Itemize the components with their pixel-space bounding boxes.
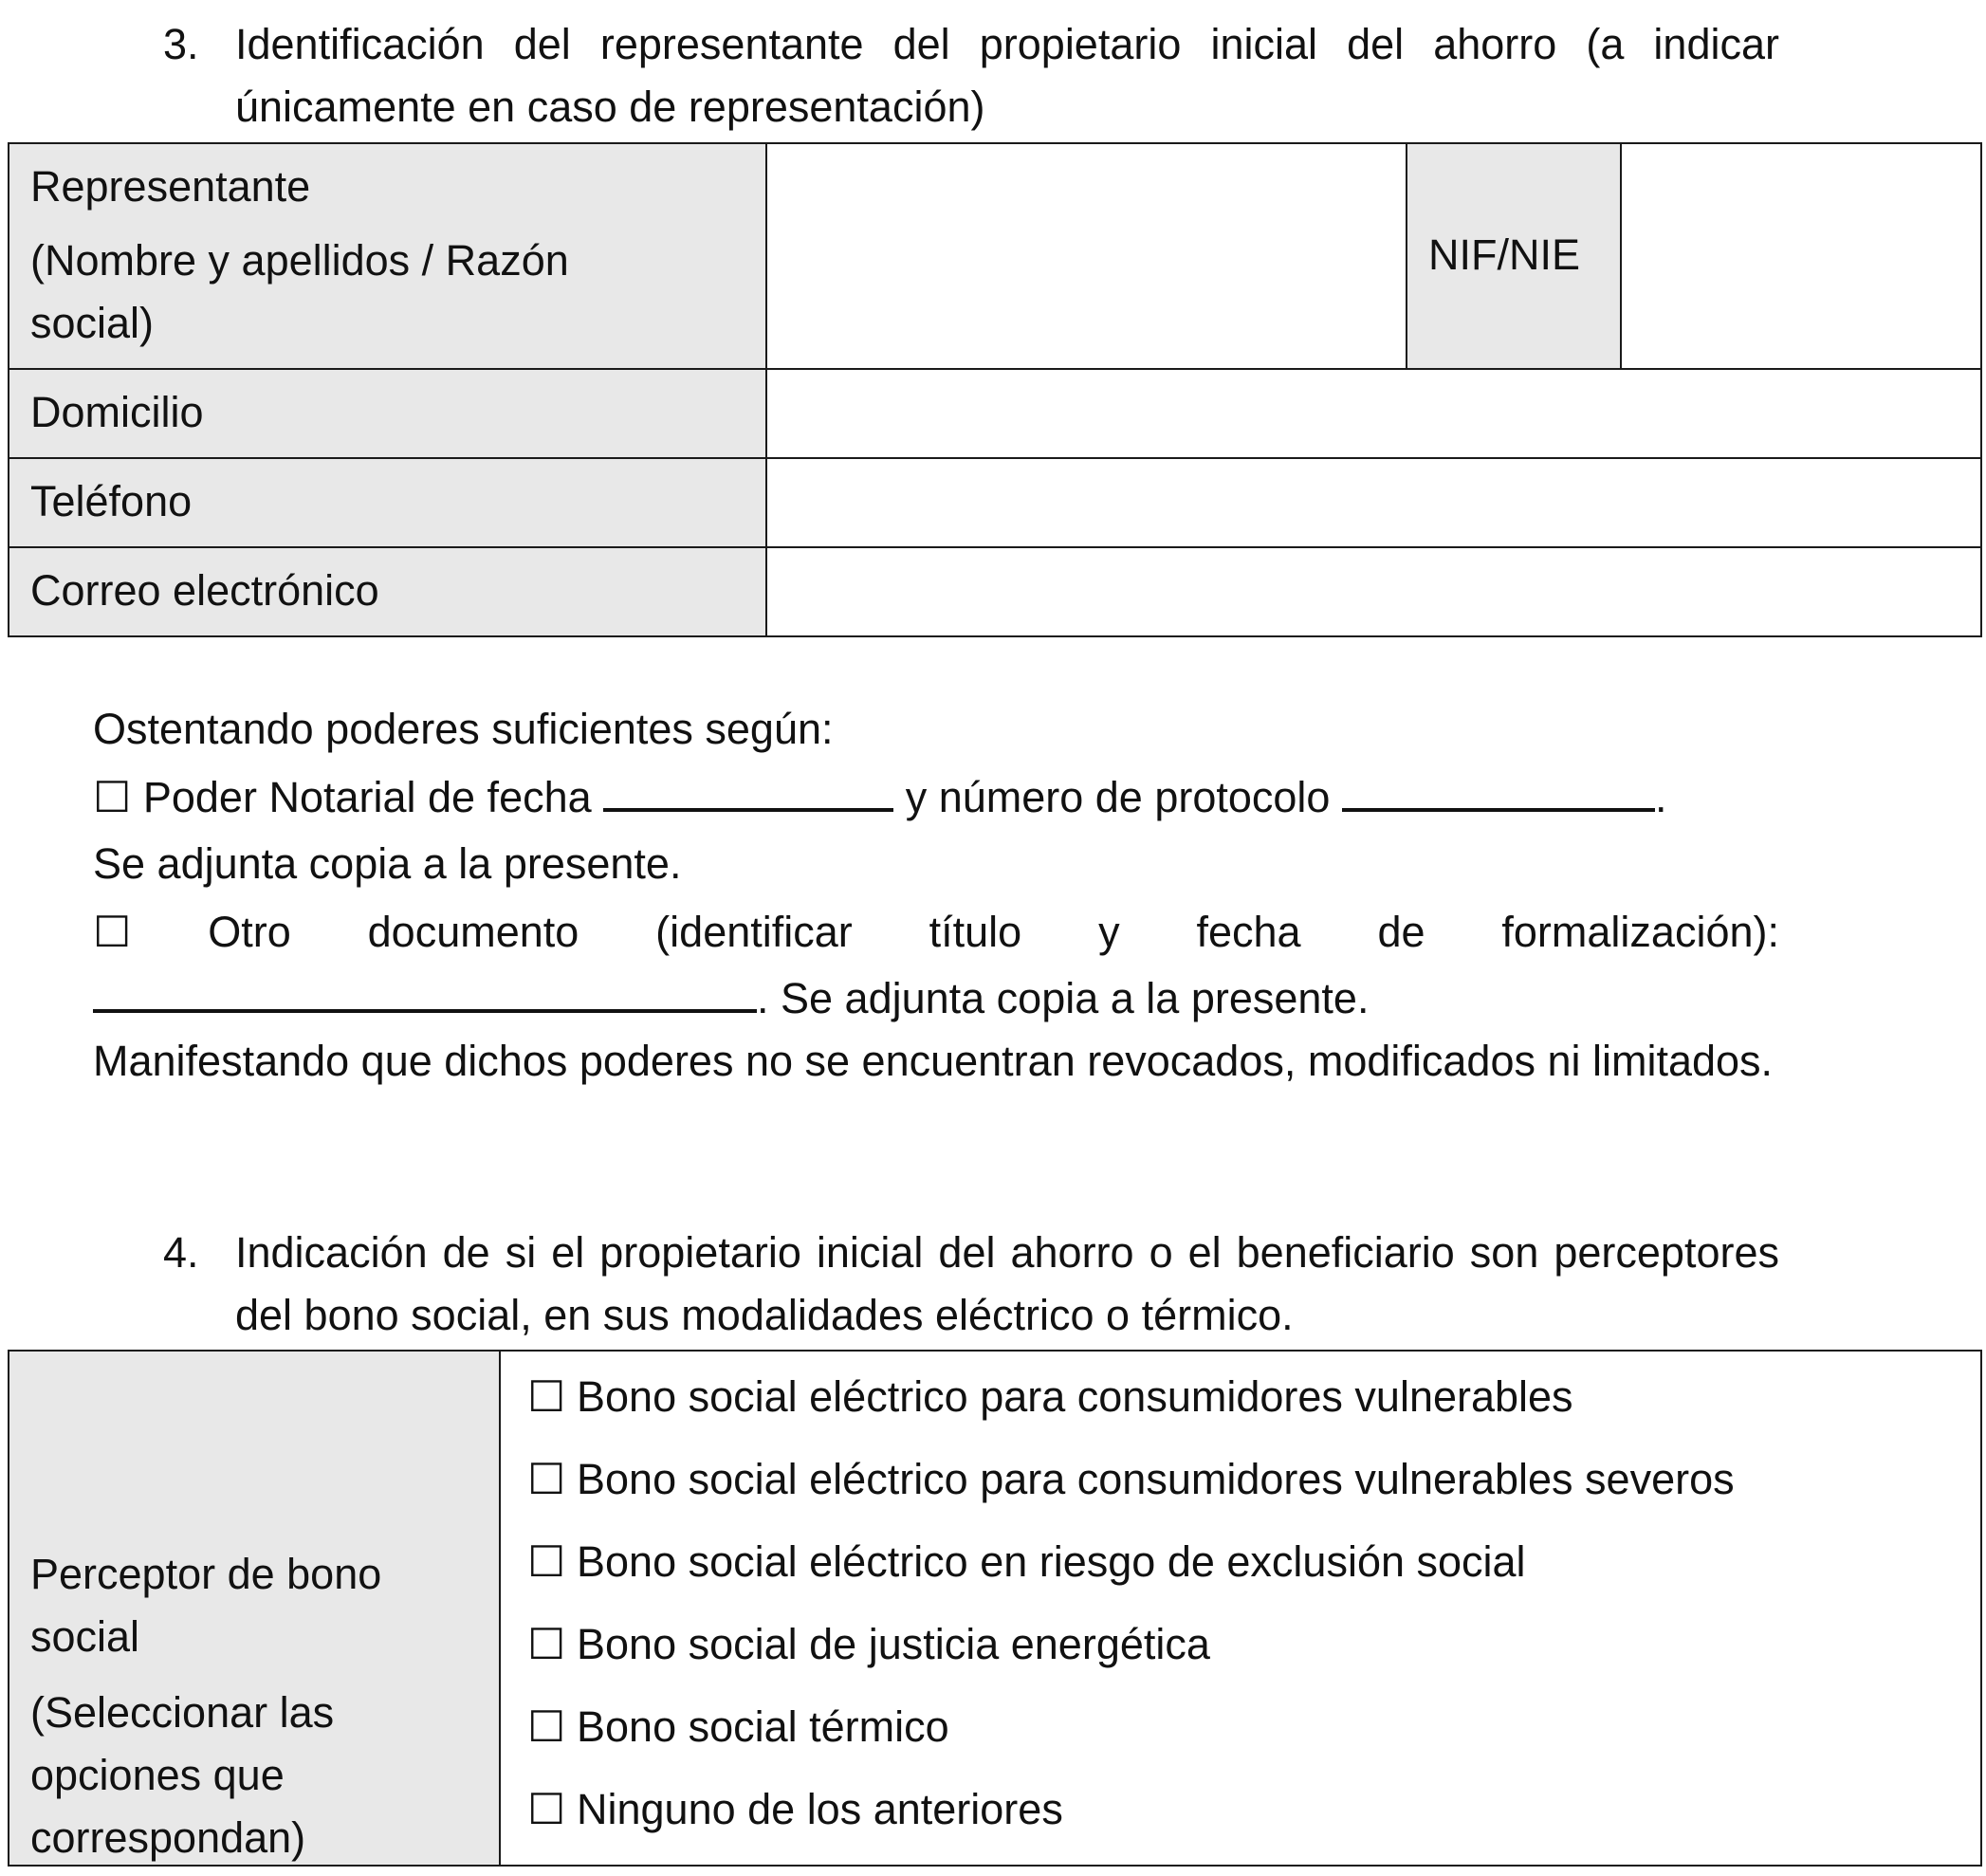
protocol-label: y número de protocolo <box>905 773 1331 821</box>
otro-line-2 <box>93 966 1779 1032</box>
option-label: Bono social eléctrico en riesgo de exclusión social <box>577 1537 1526 1586</box>
section-3-number: 3. <box>163 20 199 68</box>
bono-label: Perceptor de bono <box>30 1550 382 1598</box>
notarial-period: . <box>1654 773 1667 821</box>
bono-label-hint: (Seleccionar las <box>30 1688 335 1737</box>
bono-label-2: social <box>30 1612 140 1661</box>
checkbox-icon[interactable]: ☐ <box>527 1702 566 1751</box>
section-4-number: 4. <box>163 1228 199 1277</box>
bono-option-termico[interactable] <box>527 1696 949 1758</box>
otro-document-field[interactable] <box>93 1008 757 1013</box>
correo-value-field[interactable] <box>767 550 1980 635</box>
bono-option-ninguno[interactable] <box>527 1778 1063 1841</box>
domicilio-label: Domicilio <box>30 388 204 436</box>
manifestando-text: Manifestando que dichos poderes no se encuentran revocados, modificados ni limitados. <box>93 1037 1774 1085</box>
bono-option-vulnerables[interactable] <box>527 1366 1573 1428</box>
representante-label-detail-2: social) <box>30 299 155 347</box>
representative-table <box>8 142 1982 637</box>
notarial-checkbox[interactable]: ☐ <box>93 773 132 821</box>
option-label: Bono social térmico <box>577 1702 949 1751</box>
otro-line <box>93 899 1779 966</box>
section-3-heading <box>163 13 1779 138</box>
section-4-title: Indicación de si el propietario inicial del ahorro o el beneficiario son perceptores del bono social, en sus modalidades eléctrico o térmico. <box>235 1228 1779 1339</box>
checkbox-icon[interactable]: ☐ <box>527 1620 566 1668</box>
option-label: Bono social eléctrico para consumidores vulnerables severos <box>577 1455 1735 1503</box>
bono-option-justicia[interactable] <box>527 1613 1210 1676</box>
divider <box>9 546 1980 548</box>
nif-value-field[interactable] <box>1622 144 1980 370</box>
representante-value-field[interactable] <box>767 144 1406 370</box>
divider <box>9 457 1980 459</box>
otro-label: Otro documento (identificar título y fecha de formalización): <box>208 908 1779 956</box>
section-3-title: Identificación del representante del propietario inicial del ahorro (a indicar únicamente en caso de representación) <box>235 20 1779 131</box>
checkbox-icon[interactable]: ☐ <box>527 1785 566 1833</box>
notarial-label: Poder Notarial de fecha <box>142 773 592 821</box>
option-label: Bono social eléctrico para consumidores vulnerables <box>577 1372 1573 1421</box>
representante-label-detail: (Nombre y apellidos / Razón <box>30 236 569 285</box>
divider <box>9 368 1980 370</box>
checkbox-icon[interactable]: ☐ <box>527 1537 566 1586</box>
divider <box>1406 144 1407 370</box>
option-label: Bono social de justicia energética <box>577 1620 1210 1668</box>
checkbox-icon[interactable]: ☐ <box>527 1455 566 1503</box>
notarial-adjunta: Se adjunta copia a la presente. <box>93 839 682 888</box>
correo-label: Correo electrónico <box>30 566 379 615</box>
telefono-label: Teléfono <box>30 477 193 525</box>
divider <box>765 144 767 635</box>
otro-checkbox[interactable]: ☐ <box>93 908 132 956</box>
nif-label: NIF/NIE <box>1428 230 1581 279</box>
otro-adjunta: . Se adjunta copia a la presente. <box>757 974 1370 1022</box>
protocol-number-field[interactable] <box>1342 807 1655 812</box>
section-4-heading <box>163 1222 1779 1347</box>
option-label: Ninguno de los anteriores <box>577 1785 1063 1833</box>
representante-label: Representante <box>30 162 311 211</box>
bono-option-vulnerables-severos[interactable] <box>527 1448 1735 1511</box>
notarial-line <box>93 764 1779 831</box>
checkbox-icon[interactable]: ☐ <box>527 1372 566 1421</box>
bono-option-exclusion[interactable] <box>527 1531 1526 1593</box>
divider <box>499 1352 501 1865</box>
domicilio-value-field[interactable] <box>767 372 1980 459</box>
bono-label-hint-3: correspondan) <box>30 1813 306 1862</box>
powers-intro: Ostentando poderes suficientes según: <box>93 705 834 753</box>
telefono-value-field[interactable] <box>767 461 1980 548</box>
notarial-date-field[interactable] <box>603 807 893 812</box>
divider <box>1620 144 1622 370</box>
bono-label-hint-2: opciones que <box>30 1751 285 1799</box>
